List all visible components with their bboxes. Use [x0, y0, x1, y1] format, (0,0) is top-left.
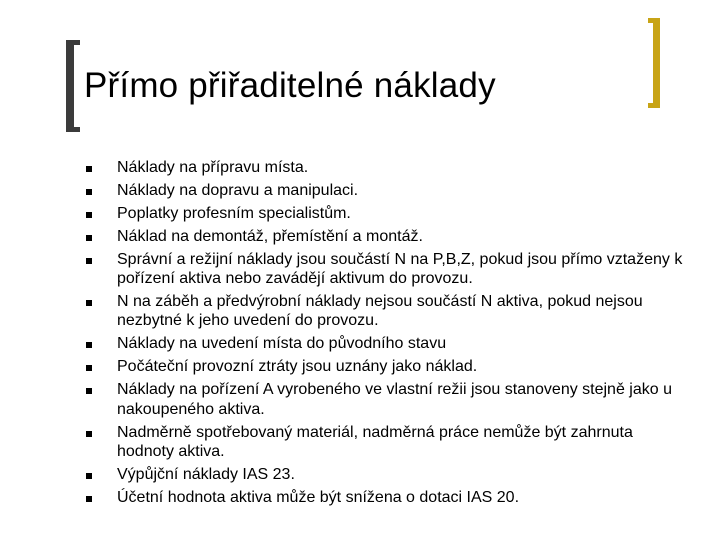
bullet-item — [86, 227, 686, 246]
bullet-text: Účetní hodnota aktiva může být snížena o dotaci IAS 20. — [117, 488, 520, 506]
bullet-text: Počáteční provozní ztráty jsou uznány jako náklad. — [117, 358, 478, 376]
bullet-item — [86, 204, 686, 223]
bullet-square-icon — [86, 342, 92, 348]
bullet-item — [86, 488, 686, 507]
bullet-item — [86, 158, 686, 177]
bullet-square-icon — [86, 473, 92, 479]
bullet-text: Výpůjční náklady IAS 23. — [117, 465, 295, 483]
bullet-item — [86, 380, 686, 418]
bullet-text: Náklad na demontáž, přemístění a montáž. — [117, 228, 423, 245]
bullet-square-icon — [86, 496, 92, 502]
bullet-text: Správní a režijní náklady jsou součástí N na P,B,Z, pokud jsou přímo vztaženy k pořízení aktiva nebo zavádějí aktivum do provozu. — [117, 251, 683, 288]
right-bracket-decoration — [648, 18, 660, 108]
bullet-item — [86, 250, 686, 288]
left-bracket-decoration — [66, 40, 80, 132]
bullet-item — [86, 181, 686, 200]
bullet-square-icon — [86, 258, 92, 264]
bullet-list — [86, 158, 686, 511]
bullet-text: N na záběh a předvýrobní náklady nejsou součástí N aktiva, pokud nejsou nezbytné k jeho uvedení do provozu. — [117, 293, 643, 330]
bullet-text: Náklady na pořízení A vyrobeného ve vlastní režii jsou stanoveny stejně jako u nakoupeného aktiva. — [117, 381, 672, 418]
bullet-item — [86, 357, 686, 376]
bullet-item — [86, 292, 686, 330]
bullet-square-icon — [86, 431, 92, 437]
bullet-square-icon — [86, 300, 92, 306]
bullet-text: Náklady na dopravu a manipulaci. — [117, 182, 359, 199]
bullet-square-icon — [86, 388, 92, 394]
bullet-text: Náklady na uvedení místa do původního stavu — [117, 335, 447, 353]
bullet-square-icon — [86, 365, 92, 371]
bullet-square-icon — [86, 212, 92, 218]
bullet-square-icon — [86, 166, 92, 172]
bullet-square-icon — [86, 235, 92, 241]
bullet-item — [86, 423, 686, 461]
bullet-item — [86, 465, 686, 484]
bullet-text: Poplatky profesním specialistům. — [117, 205, 351, 222]
slide-title: Přímo přiřaditelné náklady — [84, 66, 496, 105]
bullet-square-icon — [86, 189, 92, 195]
bullet-text: Náklady na přípravu místa. — [117, 159, 309, 176]
bullet-text: Nadměrně spotřebovaný materiál, nadměrná práce nemůže být zahrnuta hodnoty aktiva. — [117, 423, 633, 460]
bullet-item — [86, 334, 686, 353]
